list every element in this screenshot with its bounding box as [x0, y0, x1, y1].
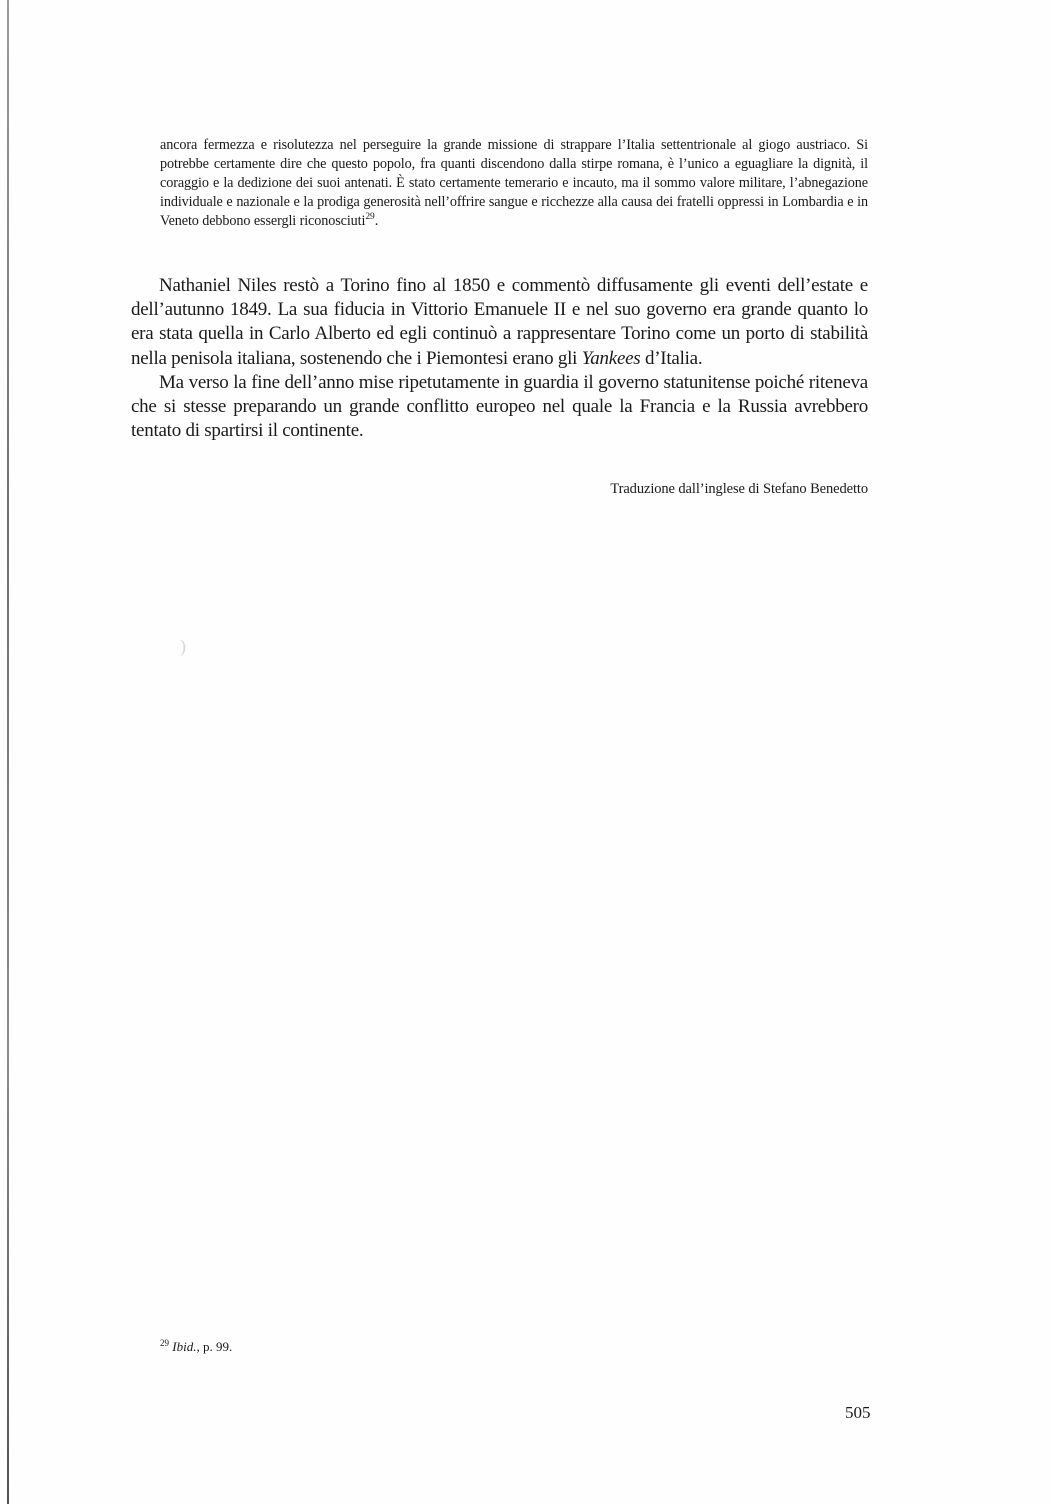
- translation-credit: Traduzione dall’inglese di Stefano Benedetto: [610, 481, 868, 497]
- page-number: 505: [845, 1403, 871, 1422]
- block-quote-text: ancora fermezza e risolutezza nel perseguire la grande missione di strappare l’Italia settentrionale al giogo austriaco. Si potrebbe certamente dire che questo popolo, fra quanti discendono dalla stirpe romana, è l’unico a eguagliare la dignità, il coraggio e la dedizione dei suoi antenati. È stato certamente temerario e incauto, ma il sommo valore militare, l’abnegazione individuale e nazionale e la prodiga generosità nell’offrire sangue e ricchezze alla causa dei fratelli oppressi in Lombardia e in Veneto debbono essergli riconosciuti: [160, 137, 868, 229]
- body-text: [131, 274, 868, 443]
- block-quote-end: .: [374, 212, 379, 229]
- paragraph-1-text-a: Nathaniel Niles restò a Torino fino al 1850 e commentò diffusamente gli eventi dell’estate e dell’autunno 1849. La sua fiducia in Vittorio Emanuele II e nel suo governo era grande quanto lo era stata quella in Carlo Alberto ed egli continuò a rappresentare Torino come un porto di stabilità nella penisola italiana, sostenendo che i Piemontesi erano gli: [131, 275, 868, 369]
- block-quote: [160, 136, 868, 231]
- footnote-number: 29: [160, 1338, 169, 1348]
- footnote-page: , p. 99.: [196, 1339, 233, 1354]
- paragraph-1-text-b: d’Italia.: [640, 347, 703, 369]
- body-paragraph-2: Ma verso la fine dell’anno mise ripetutamente in guardia il governo statunitense poiché riteneva che si stesse preparando un grande conflitto europeo nel quale la Francia e la Russia avrebbero tentato di spartirsi il continente.: [131, 371, 868, 442]
- faint-scan-mark: ): [180, 636, 186, 656]
- scan-edge-shadow: [7, 0, 9, 1504]
- footnote: [160, 1338, 232, 1355]
- footnote-source: Ibid.: [172, 1339, 197, 1354]
- body-paragraph-1: [131, 274, 868, 371]
- paragraph-1-italic-term: Yankees: [581, 347, 641, 369]
- footnote-reference: 29: [365, 211, 375, 222]
